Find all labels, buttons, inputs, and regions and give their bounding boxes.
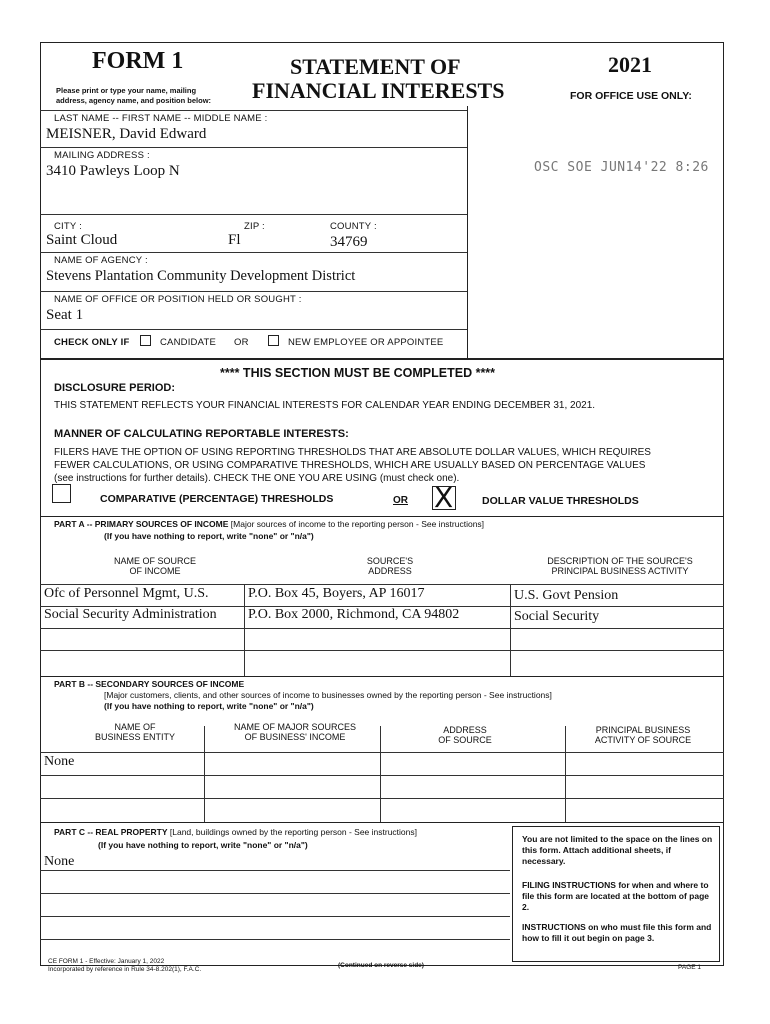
part-a-col-name: NAME OF SOURCE OF INCOME xyxy=(113,556,196,576)
part-a-row2-description[interactable]: Social Security xyxy=(514,609,600,624)
city-label: CITY : xyxy=(54,221,82,232)
rule xyxy=(40,584,724,585)
footer-effective: CE FORM 1 - Effective: January 1, 2022 xyxy=(48,958,165,965)
check-mark: X xyxy=(434,481,454,514)
rule xyxy=(40,822,724,823)
rule xyxy=(565,726,566,822)
office-use-divider xyxy=(467,106,468,358)
part-a-heading: PART A -- PRIMARY SOURCES OF INCOME xyxy=(54,519,229,529)
part-b-heading: PART B -- SECONDARY SOURCES OF INCOME xyxy=(54,679,245,689)
part-a-heading-row xyxy=(54,519,484,529)
part-a-col-address: SOURCE'S ADDRESS xyxy=(366,556,414,576)
disclosure-heading: DISCLOSURE PERIOD: xyxy=(54,382,176,394)
part-a-row1-name[interactable]: Ofc of Personnel Mgmt, U.S. xyxy=(44,586,209,601)
manner-line2: FEWER CALCULATIONS, OR USING COMPARATIVE THRESHOLDS, WHICH ARE USUALLY BASED ON PERCENTAGE VALUES xyxy=(54,460,646,471)
rule xyxy=(40,676,724,677)
office-value[interactable]: Seat 1 xyxy=(46,307,84,323)
part-a-row1-address[interactable]: P.O. Box 45, Boyers, AP 16017 xyxy=(248,586,425,601)
print-instruction xyxy=(56,86,211,106)
new-employee-label: NEW EMPLOYEE OR APPOINTEE xyxy=(288,337,444,348)
part-a-row2-name[interactable]: Social Security Administration xyxy=(44,607,217,622)
mailing-value[interactable]: 3410 Pawleys Loop N xyxy=(46,163,180,179)
part-b-entry[interactable]: None xyxy=(44,754,75,769)
manner-line3: (see instructions for further details). CHECK THE ONE YOU ARE USING (must check one). xyxy=(54,473,460,484)
part-a-note: [Major sources of income to the reporting person - See instructions] xyxy=(230,519,485,529)
part-b-col-address: ADDRESS OF SOURCE xyxy=(438,725,492,745)
rule xyxy=(510,584,511,676)
title-line2: FINANCIAL INTERESTS xyxy=(252,78,505,103)
print-instruction-line2: address, agency name, and position below: xyxy=(56,96,212,105)
part-a-row2-address[interactable]: P.O. Box 2000, Richmond, CA 94802 xyxy=(248,607,460,622)
rule xyxy=(40,147,467,148)
section-rule xyxy=(40,358,724,360)
rule xyxy=(40,650,724,651)
dollar-checkbox[interactable] xyxy=(432,481,456,514)
new-employee-checkbox[interactable] xyxy=(268,335,279,346)
form-number: FORM 1 xyxy=(92,48,184,74)
part-b-note: [Major customers, clients, and other sources of income to businesses owned by the reporting person - See instructions] xyxy=(104,690,552,700)
sidebar-instructions: INSTRUCTIONS on who must file this form and how to fill it out begin on page 3. xyxy=(522,922,712,943)
zip-value[interactable]: Fl xyxy=(228,232,241,248)
part-a-col-description: DESCRIPTION OF THE SOURCE'S PRINCIPAL BUSINESS ACTIVITY xyxy=(547,556,693,576)
year: 2021 xyxy=(608,52,652,77)
city-value[interactable]: Saint Cloud xyxy=(46,232,118,248)
check-or-label: OR xyxy=(234,337,249,348)
agency-value[interactable]: Stevens Plantation Community Development District xyxy=(46,268,356,284)
county-label: COUNTY : xyxy=(330,221,377,232)
rule xyxy=(40,939,510,940)
rule xyxy=(40,870,510,871)
footer-incorporated: Incorporated by reference in Rule 34-8.202(1), F.A.C. xyxy=(48,966,202,973)
sidebar-filing-instructions: FILING INSTRUCTIONS for when and where to file this form are located at the bottom of page 2. xyxy=(522,880,710,912)
must-complete-heading: **** THIS SECTION MUST BE COMPLETED **** xyxy=(220,366,496,380)
check-only-label: CHECK ONLY IF xyxy=(54,337,130,348)
manner-heading: MANNER OF CALCULATING REPORTABLE INTERESTS: xyxy=(54,428,349,440)
name-label: LAST NAME -- FIRST NAME -- MIDDLE NAME : xyxy=(54,113,268,124)
office-use-label: FOR OFFICE USE ONLY: xyxy=(570,90,692,102)
sidebar-not-limited: You are not limited to the space on the lines on this form. Attach additional sheets, if necessary. xyxy=(522,834,713,866)
disclosure-text: THIS STATEMENT REFLECTS YOUR FINANCIAL INTERESTS FOR CALENDAR YEAR ENDING DECEMBER 31, 2021. xyxy=(54,400,596,411)
rule xyxy=(40,775,724,776)
part-c-note: [Land, buildings owned by the reporting person - See instructions] xyxy=(169,827,417,837)
rule xyxy=(380,726,381,822)
received-stamp: OSC SOE JUN14'22 8:26 xyxy=(534,160,709,175)
title-line1: STATEMENT OF xyxy=(290,54,461,79)
part-c-subheading: (If you have nothing to report, write "none" or "n/a") xyxy=(98,840,308,850)
comparative-checkbox[interactable] xyxy=(52,484,71,503)
part-a-subheading: (If you have nothing to report, write "none" or "n/a") xyxy=(104,531,314,541)
rule xyxy=(244,584,245,676)
rule xyxy=(40,916,510,917)
footer-page: PAGE 1 xyxy=(678,964,702,971)
rule xyxy=(40,628,724,629)
part-b-col-sources: NAME OF MAJOR SOURCES OF BUSINESS' INCOME xyxy=(233,722,356,742)
candidate-label: CANDIDATE xyxy=(160,337,216,348)
name-value[interactable]: MEISNER, David Edward xyxy=(46,126,207,142)
part-c-heading: PART C -- REAL PROPERTY xyxy=(54,827,168,837)
threshold-or: OR xyxy=(393,495,408,506)
candidate-checkbox[interactable] xyxy=(140,335,151,346)
office-label: NAME OF OFFICE OR POSITION HELD OR SOUGHT : xyxy=(54,294,302,305)
part-b-subheading: (If you have nothing to report, write "none" or "n/a") xyxy=(104,701,314,711)
part-a-row1-description[interactable]: U.S. Govt Pension xyxy=(514,588,619,603)
rule xyxy=(40,110,467,111)
rule xyxy=(40,329,467,330)
part-b-col-activity: PRINCIPAL BUSINESS ACTIVITY OF SOURCE xyxy=(594,725,692,745)
rule xyxy=(204,726,205,822)
rule xyxy=(40,893,510,894)
part-c-entry[interactable]: None xyxy=(44,854,75,869)
mailing-label: MAILING ADDRESS : xyxy=(54,150,150,161)
rule xyxy=(40,798,724,799)
rule xyxy=(40,214,467,215)
rule xyxy=(40,291,467,292)
county-value[interactable]: 34769 xyxy=(330,234,368,250)
rule xyxy=(40,516,724,517)
footer-continued: (Continued on reverse side) xyxy=(338,962,424,969)
agency-label: NAME OF AGENCY : xyxy=(54,255,148,266)
rule xyxy=(40,752,724,753)
part-c-heading-row xyxy=(54,827,417,837)
dollar-label: DOLLAR VALUE THRESHOLDS xyxy=(482,495,639,507)
rule xyxy=(40,252,467,253)
footer-left xyxy=(48,958,201,974)
manner-line1: FILERS HAVE THE OPTION OF USING REPORTING THRESHOLDS THAT ARE ABSOLUTE DOLLAR VALUES, WHICH REQUIRES xyxy=(54,447,651,458)
manner-text xyxy=(54,446,651,485)
print-instruction-line1: Please print or type your name, mailing xyxy=(56,86,197,95)
zip-label: ZIP : xyxy=(244,221,265,232)
comparative-label: COMPARATIVE (PERCENTAGE) THRESHOLDS xyxy=(100,493,334,505)
part-b-col-entity: NAME OF BUSINESS ENTITY xyxy=(94,722,175,742)
